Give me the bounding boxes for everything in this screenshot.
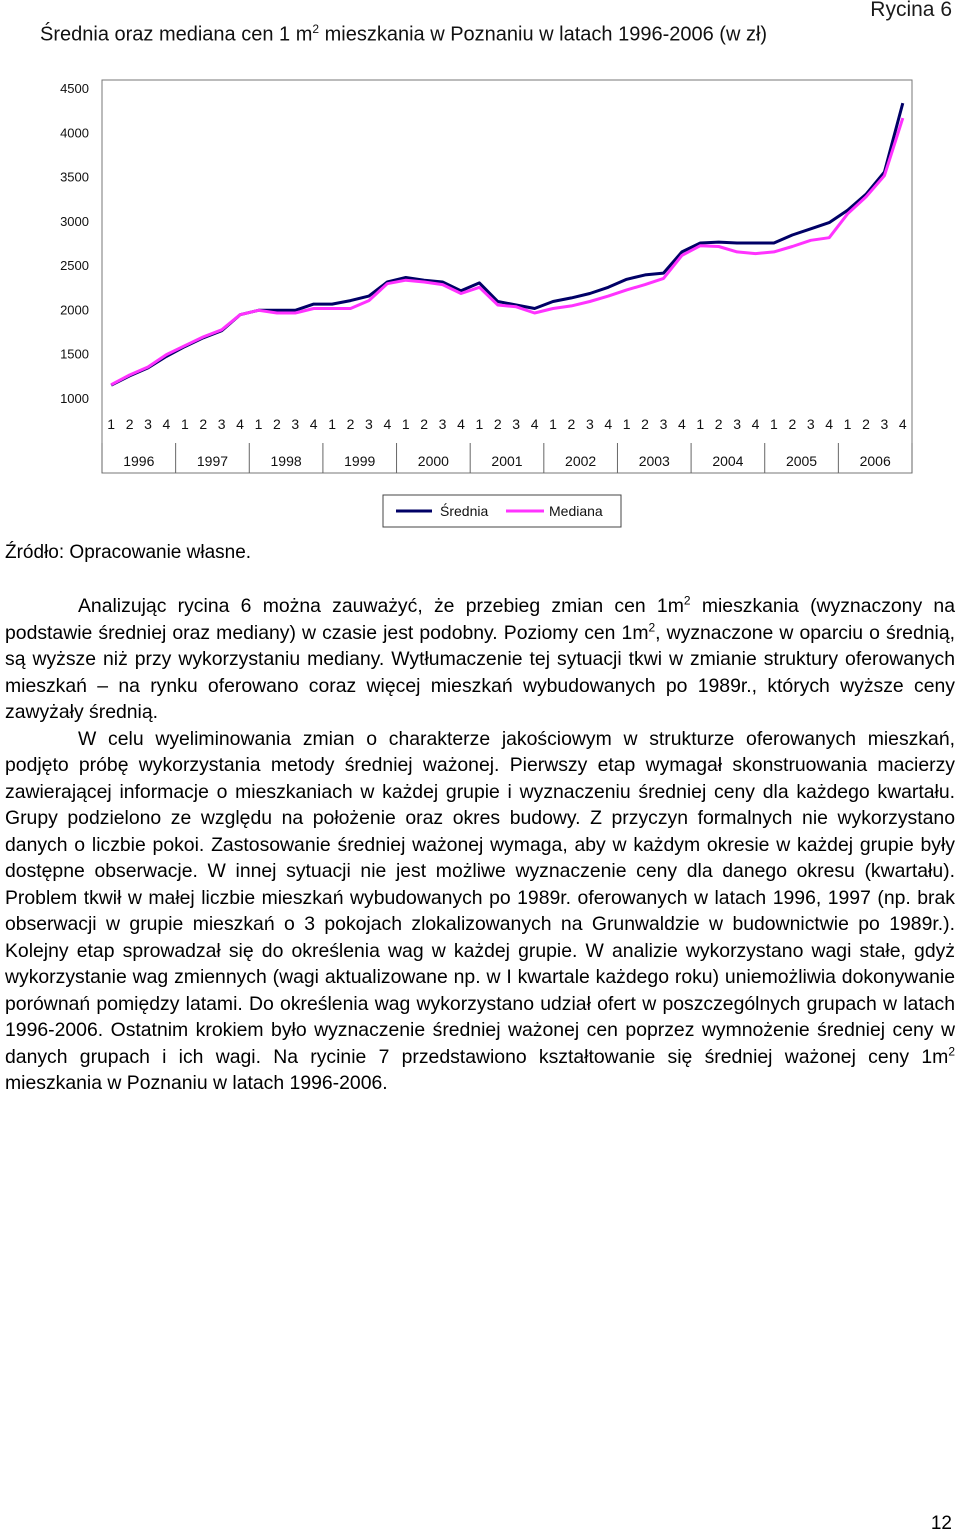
x-quarter-label: 4: [162, 416, 171, 432]
x-quarter-label: 2: [641, 416, 649, 432]
x-year-label: 2003: [638, 453, 670, 469]
x-quarter-label: 2: [714, 416, 723, 432]
y-tick-label: 3500: [60, 169, 89, 185]
x-quarter-label: 4: [383, 416, 392, 432]
x-quarter-label: 4: [309, 416, 318, 432]
p1-superscript-1: 2: [683, 593, 691, 608]
x-year-label: 2004: [712, 453, 744, 469]
x-quarter-label: 1: [770, 416, 778, 432]
paragraph-1: [5, 593, 955, 726]
x-quarter-label: 2: [420, 416, 429, 432]
p1-superscript-2: 2: [648, 620, 656, 635]
x-quarter-label: 4: [898, 416, 907, 432]
title-part-2: mieszkania w Poznaniu w latach 1996-2006 (w zł): [319, 23, 768, 46]
x-quarter-label: 4: [236, 416, 244, 432]
legend-label-mediana: Mediana: [549, 503, 603, 519]
x-year-label: 1997: [196, 453, 229, 469]
x-quarter-label: 1: [107, 416, 116, 432]
x-quarter-label: 1: [549, 416, 557, 432]
line-chart: [0, 0, 960, 540]
x-quarter-label: 4: [457, 416, 465, 432]
x-quarter-label: 3: [438, 416, 447, 432]
x-year-label: 2000: [417, 453, 449, 469]
title-superscript: 2: [312, 22, 320, 36]
figure-label: Rycina 6: [870, 0, 952, 21]
series-line-mediana: [111, 118, 903, 385]
x-quarter-label: 2: [199, 416, 208, 432]
x-year-label: 2005: [785, 453, 818, 469]
x-quarter-label: 3: [291, 416, 300, 432]
x-quarter-label: 3: [733, 416, 742, 432]
y-tick-label: 1500: [60, 346, 89, 362]
page-number: 12: [930, 1513, 952, 1534]
x-quarter-label: 2: [125, 416, 134, 432]
series-line-srednia: [111, 103, 903, 385]
x-quarter-label: 2: [788, 416, 797, 432]
x-year-label: 1998: [270, 453, 302, 469]
x-quarter-label: 1: [696, 416, 705, 432]
x-quarter-label: 3: [365, 416, 373, 432]
x-quarter-label: 3: [585, 416, 594, 432]
p2-superscript: 2: [948, 1044, 955, 1059]
x-quarter-label: 1: [180, 416, 189, 432]
p1-part-3: , wyznaczone w oparciu o średnią, są wyższe niż przy wykorzystaniu mediany. Wytłumaczenie tej sytuacji tkwi w zmianie struktury oferowanych mieszkań – na rynku oferowano coraz więcej mieszkań wybudowanych po 1989r., których wyższe ceny zawyżały średnią.: [5, 621, 956, 723]
source-note: Źródło: Opracowanie własne.: [5, 542, 252, 563]
x-quarter-label: 3: [217, 416, 226, 432]
legend-label-srednia: Średnia: [440, 503, 489, 519]
x-quarter-label: 2: [567, 416, 576, 432]
x-quarter-label: 1: [622, 416, 631, 432]
x-quarter-label: 4: [530, 416, 539, 432]
x-quarter-label: 1: [328, 416, 337, 432]
p1-part-1: Analizując rycina 6 można zauważyć, że przebieg zmian cen 1m: [78, 595, 684, 617]
p1-part-2: mieszkania (wyznaczony na podstawie średniej oraz mediany) w czasie jest podobny. Poziomy cen 1m: [5, 595, 955, 644]
plot-area-frame: [102, 80, 912, 473]
x-year-label: 1996: [123, 453, 155, 469]
x-quarter-label: 1: [401, 416, 410, 432]
x-quarter-label: 4: [751, 416, 760, 432]
p2-part-1: W celu wyeliminowania zmian o charakterze jakościowym w strukturze oferowanych mieszkań, podjęto próbę wykorzystania metody średniej ważonej. Pierwszy etap wymagał skonstruowania macierzy zawierającej informacje o mieszkaniach w każdej grupie i wyznaczeniu średniej ceny dla każdego kwartału. Grupy podzielono ze względu na położenie oraz okres budowy. Z przyczyn formalnych nie wykorzystano danych o liczbie pokoi. Zastosowanie średniej ważonej wymaga, aby w każdym okresie w każdej grupie były dostępne obserwacje. W innej sytuacji nie jest możliwe wyznaczenie ceny dla danego okresu (kwartału). Problem tkwił w małej liczbie mieszkań wybudowanych po 1989r. oferowanych w latach 1996, 1997 (np. brak obserwacji w grupie mieszkań o 3 pokojach zlokalizowanych na Grunwaldzie w budownictwie po 1989r.). Kolejny etap sprowadzał się do określenia wag w każdej grupie. W analizie wykorzystano wagi stałe, gdyż wykorzystanie wag zmiennych (wagi aktualizowane np. w I kwartale każdego roku) uniemożliwia dokonywanie porównań pomiędzy latami. Do określenia wag wykorzystano udział ofert w poszczególnych grupach w latach 1996-2006. Ostatnim krokiem było wyznaczenie średniej ważonej cen poprzez wymnożenie średniej ceny w danych grupach i ich wagi. Na rycinie 7 przedstawiono kształtowanie się średniej ważonej ceny 1m: [5, 727, 955, 1068]
x-year-label: 2006: [859, 453, 891, 469]
x-year-label: 2002: [565, 453, 597, 469]
y-tick-label: 2000: [60, 302, 89, 318]
x-quarter-label: 2: [862, 416, 870, 432]
p2-part-2: mieszkania w Poznaniu w latach 1996-2006.: [5, 1072, 388, 1094]
x-quarter-label: 1: [475, 416, 484, 432]
x-quarter-label: 3: [880, 416, 889, 432]
x-year-label: 2001: [491, 453, 523, 469]
y-tick-label: 4500: [60, 81, 89, 96]
y-tick-label: 1000: [60, 391, 89, 406]
x-quarter-label: 4: [604, 416, 613, 432]
x-quarter-label: 3: [659, 416, 668, 432]
x-quarter-label: 4: [825, 416, 834, 432]
x-quarter-label: 2: [346, 416, 355, 432]
x-quarter-label: 2: [493, 416, 502, 432]
x-quarter-label: 1: [254, 416, 263, 432]
y-tick-label: 3000: [60, 213, 89, 229]
x-quarter-label: 3: [806, 416, 815, 432]
title-part-1: Średnia oraz mediana cen 1 m: [40, 23, 313, 46]
x-quarter-label: 3: [144, 416, 152, 432]
x-quarter-label: 4: [677, 416, 686, 432]
paragraph-2: [5, 726, 955, 1097]
x-year-label: 1999: [344, 453, 376, 469]
body-text: [5, 593, 955, 1097]
x-quarter-label: 2: [272, 416, 281, 432]
x-quarter-label: 1: [843, 416, 852, 432]
x-quarter-label: 3: [512, 416, 521, 432]
y-tick-label: 4000: [60, 125, 89, 141]
y-tick-label: 2500: [60, 258, 89, 274]
